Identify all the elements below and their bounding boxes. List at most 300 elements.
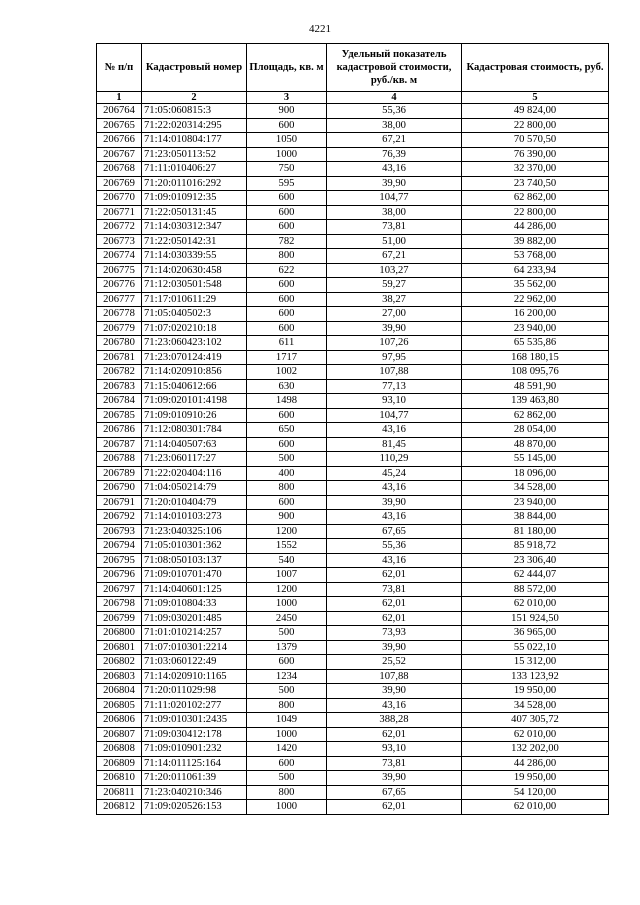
cell-row-number: 206793 [97, 524, 142, 539]
cell-specific-value: 39,90 [327, 495, 462, 510]
cell-cadastral-value: 23 306,40 [462, 553, 609, 568]
table-row [97, 423, 609, 438]
cell-specific-value: 104,77 [327, 408, 462, 423]
table-row [97, 292, 609, 307]
cell-cadastral-value: 34 528,00 [462, 698, 609, 713]
cell-cadastral-number: 71:22:050131:45 [142, 205, 247, 220]
cell-specific-value: 73,93 [327, 626, 462, 641]
table-row [97, 104, 609, 119]
cell-cadastral-value: 22 800,00 [462, 118, 609, 133]
cell-cadastral-number: 71:07:010301:2214 [142, 640, 247, 655]
cell-cadastral-value: 34 528,00 [462, 481, 609, 496]
cell-specific-value: 39,90 [327, 771, 462, 786]
cell-cadastral-value: 55 145,00 [462, 452, 609, 467]
cell-cadastral-value: 62 444,07 [462, 568, 609, 583]
cell-specific-value: 107,88 [327, 669, 462, 684]
table-row [97, 379, 609, 394]
cell-cadastral-number: 71:12:030501:548 [142, 278, 247, 293]
cell-specific-value: 59,27 [327, 278, 462, 293]
cell-specific-value: 103,27 [327, 263, 462, 278]
header-cadastral-value: Кадастровая стоимость, руб. [462, 44, 609, 92]
cell-cadastral-number: 71:09:010912:35 [142, 191, 247, 206]
cell-cadastral-number: 71:11:010406:27 [142, 162, 247, 177]
cell-specific-value: 67,21 [327, 133, 462, 148]
cell-area: 800 [247, 785, 327, 800]
cell-cadastral-number: 71:04:050214:79 [142, 481, 247, 496]
cell-cadastral-value: 53 768,00 [462, 249, 609, 264]
cell-specific-value: 43,16 [327, 481, 462, 496]
cell-area: 600 [247, 756, 327, 771]
cell-specific-value: 62,01 [327, 611, 462, 626]
cell-cadastral-number: 71:09:030201:485 [142, 611, 247, 626]
cell-area: 650 [247, 423, 327, 438]
cell-row-number: 206788 [97, 452, 142, 467]
table-row [97, 394, 609, 409]
cell-area: 1420 [247, 742, 327, 757]
cell-specific-value: 62,01 [327, 727, 462, 742]
cell-cadastral-number: 71:20:011016:292 [142, 176, 247, 191]
cell-cadastral-number: 71:14:010804:177 [142, 133, 247, 148]
cell-specific-value: 62,01 [327, 597, 462, 612]
table-row [97, 756, 609, 771]
table-row [97, 582, 609, 597]
cell-specific-value: 39,90 [327, 640, 462, 655]
cell-row-number: 206767 [97, 147, 142, 162]
cell-cadastral-number: 71:09:010701:470 [142, 568, 247, 583]
table-row [97, 162, 609, 177]
table-row [97, 568, 609, 583]
cell-cadastral-number: 71:05:060815:3 [142, 104, 247, 119]
cell-row-number: 206766 [97, 133, 142, 148]
cell-cadastral-number: 71:09:010804:33 [142, 597, 247, 612]
cell-row-number: 206790 [97, 481, 142, 496]
cell-row-number: 206776 [97, 278, 142, 293]
cell-specific-value: 43,16 [327, 698, 462, 713]
cell-row-number: 206799 [97, 611, 142, 626]
cell-area: 1000 [247, 800, 327, 815]
cell-area: 900 [247, 510, 327, 525]
cell-cadastral-value: 38 844,00 [462, 510, 609, 525]
cell-cadastral-number: 71:20:010404:79 [142, 495, 247, 510]
cell-area: 1200 [247, 524, 327, 539]
cell-cadastral-value: 22 800,00 [462, 205, 609, 220]
cell-specific-value: 81,45 [327, 437, 462, 452]
cell-cadastral-number: 71:14:010103:273 [142, 510, 247, 525]
cell-cadastral-number: 71:14:020630:458 [142, 263, 247, 278]
table-row [97, 510, 609, 525]
cell-cadastral-value: 28 054,00 [462, 423, 609, 438]
table-row [97, 278, 609, 293]
cell-cadastral-number: 71:05:040502:3 [142, 307, 247, 322]
cell-area: 622 [247, 263, 327, 278]
cell-cadastral-number: 71:14:040507:63 [142, 437, 247, 452]
cell-area: 1050 [247, 133, 327, 148]
cell-specific-value: 27,00 [327, 307, 462, 322]
table-body [97, 104, 609, 815]
cell-specific-value: 43,16 [327, 553, 462, 568]
cell-area: 800 [247, 698, 327, 713]
cell-row-number: 206805 [97, 698, 142, 713]
cell-cadastral-number: 71:23:040210:346 [142, 785, 247, 800]
cell-specific-value: 39,90 [327, 684, 462, 699]
cell-specific-value: 73,81 [327, 582, 462, 597]
cell-area: 1552 [247, 539, 327, 554]
cell-row-number: 206782 [97, 365, 142, 380]
cell-cadastral-value: 81 180,00 [462, 524, 609, 539]
cell-row-number: 206800 [97, 626, 142, 641]
cell-area: 595 [247, 176, 327, 191]
cell-row-number: 206770 [97, 191, 142, 206]
cell-row-number: 206783 [97, 379, 142, 394]
cell-specific-value: 55,36 [327, 539, 462, 554]
cell-cadastral-number: 71:14:030312:347 [142, 220, 247, 235]
cell-row-number: 206807 [97, 727, 142, 742]
cell-area: 600 [247, 655, 327, 670]
cell-row-number: 206772 [97, 220, 142, 235]
cell-cadastral-number: 71:14:030339:55 [142, 249, 247, 264]
cell-specific-value: 76,39 [327, 147, 462, 162]
table-row [97, 452, 609, 467]
cell-row-number: 206768 [97, 162, 142, 177]
table-row [97, 698, 609, 713]
cell-specific-value: 104,77 [327, 191, 462, 206]
cell-specific-value: 45,24 [327, 466, 462, 481]
cell-row-number: 206810 [97, 771, 142, 786]
table-row [97, 524, 609, 539]
cell-area: 800 [247, 249, 327, 264]
cell-specific-value: 38,00 [327, 205, 462, 220]
cell-area: 600 [247, 437, 327, 452]
table-row [97, 713, 609, 728]
cell-row-number: 206808 [97, 742, 142, 757]
table-row [97, 771, 609, 786]
cell-cadastral-number: 71:23:050113:52 [142, 147, 247, 162]
cell-row-number: 206775 [97, 263, 142, 278]
cell-cadastral-number: 71:03:060122:49 [142, 655, 247, 670]
cell-area: 600 [247, 278, 327, 293]
cell-cadastral-number: 71:14:020910:856 [142, 365, 247, 380]
cell-specific-value: 67,65 [327, 524, 462, 539]
cell-cadastral-value: 36 965,00 [462, 626, 609, 641]
cell-specific-value: 67,21 [327, 249, 462, 264]
cell-specific-value: 93,10 [327, 742, 462, 757]
table-row [97, 597, 609, 612]
table-row [97, 611, 609, 626]
cell-row-number: 206786 [97, 423, 142, 438]
table-row [97, 655, 609, 670]
cell-row-number: 206773 [97, 234, 142, 249]
cell-specific-value: 51,00 [327, 234, 462, 249]
cell-area: 400 [247, 466, 327, 481]
column-number: 4 [327, 92, 462, 104]
cell-cadastral-number: 71:09:020101:4198 [142, 394, 247, 409]
cell-specific-value: 38,27 [327, 292, 462, 307]
table-row [97, 350, 609, 365]
table-row [97, 307, 609, 322]
cell-specific-value: 67,65 [327, 785, 462, 800]
cell-specific-value: 73,81 [327, 220, 462, 235]
table-row [97, 437, 609, 452]
cell-cadastral-value: 16 200,00 [462, 307, 609, 322]
cell-cadastral-number: 71:08:050103:137 [142, 553, 247, 568]
table-row [97, 191, 609, 206]
table-row [97, 495, 609, 510]
cell-area: 1498 [247, 394, 327, 409]
cell-row-number: 206791 [97, 495, 142, 510]
table-row [97, 785, 609, 800]
cell-cadastral-value: 139 463,80 [462, 394, 609, 409]
cell-cadastral-value: 76 390,00 [462, 147, 609, 162]
cell-area: 600 [247, 307, 327, 322]
column-number: 3 [247, 92, 327, 104]
cell-area: 600 [247, 191, 327, 206]
header-cadastral-number: Кадастровый номер [142, 44, 247, 92]
cell-cadastral-number: 71:05:010301:362 [142, 539, 247, 554]
cell-area: 1717 [247, 350, 327, 365]
cell-row-number: 206774 [97, 249, 142, 264]
cell-cadastral-number: 71:09:010910:26 [142, 408, 247, 423]
cell-area: 1234 [247, 669, 327, 684]
cell-area: 600 [247, 292, 327, 307]
cell-specific-value: 107,26 [327, 336, 462, 351]
cell-cadastral-value: 18 096,00 [462, 466, 609, 481]
cell-area: 500 [247, 771, 327, 786]
cell-cadastral-value: 133 123,92 [462, 669, 609, 684]
cell-specific-value: 38,00 [327, 118, 462, 133]
header-specific-value: Удельный показатель кадастровой стоимости, руб./кв. м [327, 44, 462, 92]
cell-row-number: 206765 [97, 118, 142, 133]
cell-cadastral-number: 71:11:020102:277 [142, 698, 247, 713]
cell-specific-value: 62,01 [327, 800, 462, 815]
table-row [97, 669, 609, 684]
table-row [97, 684, 609, 699]
cell-area: 1002 [247, 365, 327, 380]
cell-area: 611 [247, 336, 327, 351]
table-row [97, 176, 609, 191]
cell-specific-value: 62,01 [327, 568, 462, 583]
table-row [97, 539, 609, 554]
cell-cadastral-number: 71:01:010214:257 [142, 626, 247, 641]
cell-cadastral-value: 108 095,76 [462, 365, 609, 380]
cell-area: 800 [247, 481, 327, 496]
cell-row-number: 206784 [97, 394, 142, 409]
table-row [97, 553, 609, 568]
table-row [97, 205, 609, 220]
cell-cadastral-number: 71:22:020314:295 [142, 118, 247, 133]
cell-cadastral-number: 71:14:011125:164 [142, 756, 247, 771]
table-row [97, 336, 609, 351]
cell-row-number: 206779 [97, 321, 142, 336]
cell-cadastral-value: 23 940,00 [462, 495, 609, 510]
table-header [97, 44, 609, 104]
cell-cadastral-value: 44 286,00 [462, 756, 609, 771]
cell-cadastral-value: 54 120,00 [462, 785, 609, 800]
cell-cadastral-value: 23 740,50 [462, 176, 609, 191]
cell-specific-value: 43,16 [327, 423, 462, 438]
cell-area: 1200 [247, 582, 327, 597]
cell-cadastral-value: 48 591,90 [462, 379, 609, 394]
page-number: 4221 [309, 23, 331, 35]
cell-row-number: 206785 [97, 408, 142, 423]
cell-area: 1007 [247, 568, 327, 583]
cell-row-number: 206777 [97, 292, 142, 307]
cell-cadastral-number: 71:12:080301:784 [142, 423, 247, 438]
cell-cadastral-number: 71:23:060423:102 [142, 336, 247, 351]
cell-area: 500 [247, 684, 327, 699]
cell-cadastral-number: 71:20:011061:39 [142, 771, 247, 786]
cell-cadastral-value: 35 562,00 [462, 278, 609, 293]
cell-area: 600 [247, 408, 327, 423]
cell-cadastral-value: 22 962,00 [462, 292, 609, 307]
cell-area: 782 [247, 234, 327, 249]
cell-row-number: 206796 [97, 568, 142, 583]
cell-row-number: 206771 [97, 205, 142, 220]
column-number: 1 [97, 92, 142, 104]
cell-area: 1049 [247, 713, 327, 728]
table-row [97, 640, 609, 655]
cell-area: 1000 [247, 727, 327, 742]
cell-specific-value: 39,90 [327, 321, 462, 336]
cell-cadastral-number: 71:15:040612:66 [142, 379, 247, 394]
table-row [97, 118, 609, 133]
cell-cadastral-value: 62 010,00 [462, 597, 609, 612]
cell-row-number: 206811 [97, 785, 142, 800]
cell-cadastral-value: 49 824,00 [462, 104, 609, 119]
cell-cadastral-number: 71:23:060117:27 [142, 452, 247, 467]
cell-cadastral-number: 71:23:070124:419 [142, 350, 247, 365]
table-row [97, 727, 609, 742]
cell-cadastral-number: 71:07:020210:18 [142, 321, 247, 336]
cell-area: 1379 [247, 640, 327, 655]
cell-row-number: 206801 [97, 640, 142, 655]
cell-row-number: 206802 [97, 655, 142, 670]
cell-row-number: 206764 [97, 104, 142, 119]
cell-row-number: 206789 [97, 466, 142, 481]
cell-row-number: 206792 [97, 510, 142, 525]
cell-cadastral-value: 65 535,86 [462, 336, 609, 351]
cell-cadastral-number: 71:17:010611:29 [142, 292, 247, 307]
cell-cadastral-value: 168 180,15 [462, 350, 609, 365]
cell-area: 900 [247, 104, 327, 119]
cell-row-number: 206804 [97, 684, 142, 699]
cell-cadastral-number: 71:22:050142:31 [142, 234, 247, 249]
cell-row-number: 206803 [97, 669, 142, 684]
cell-specific-value: 55,36 [327, 104, 462, 119]
table-row [97, 263, 609, 278]
cell-area: 630 [247, 379, 327, 394]
cell-cadastral-value: 62 010,00 [462, 800, 609, 815]
table-row [97, 466, 609, 481]
cell-cadastral-number: 71:22:020404:116 [142, 466, 247, 481]
cell-specific-value: 97,95 [327, 350, 462, 365]
header-area: Площадь, кв. м [247, 44, 327, 92]
cell-cadastral-number: 71:09:020526:153 [142, 800, 247, 815]
cell-cadastral-value: 85 918,72 [462, 539, 609, 554]
cell-area: 2450 [247, 611, 327, 626]
table-row [97, 800, 609, 815]
table-row [97, 408, 609, 423]
cell-cadastral-value: 151 924,50 [462, 611, 609, 626]
cadastral-value-table [96, 43, 609, 815]
cell-area: 600 [247, 321, 327, 336]
table-row [97, 321, 609, 336]
cell-row-number: 206812 [97, 800, 142, 815]
cell-cadastral-value: 64 233,94 [462, 263, 609, 278]
cell-cadastral-value: 55 022,10 [462, 640, 609, 655]
cell-row-number: 206795 [97, 553, 142, 568]
cell-row-number: 206806 [97, 713, 142, 728]
cell-specific-value: 93,10 [327, 394, 462, 409]
cell-area: 600 [247, 205, 327, 220]
cell-row-number: 206794 [97, 539, 142, 554]
cell-cadastral-value: 62 862,00 [462, 408, 609, 423]
table-row [97, 234, 609, 249]
cell-row-number: 206809 [97, 756, 142, 771]
cell-cadastral-value: 23 940,00 [462, 321, 609, 336]
cell-row-number: 206797 [97, 582, 142, 597]
cell-cadastral-value: 70 570,50 [462, 133, 609, 148]
cell-cadastral-value: 39 882,00 [462, 234, 609, 249]
cell-cadastral-value: 132 202,00 [462, 742, 609, 757]
cell-cadastral-value: 19 950,00 [462, 771, 609, 786]
cell-cadastral-number: 71:20:011029:98 [142, 684, 247, 699]
cell-cadastral-number: 71:09:030412:178 [142, 727, 247, 742]
table-row [97, 220, 609, 235]
cell-specific-value: 43,16 [327, 162, 462, 177]
cell-row-number: 206780 [97, 336, 142, 351]
cell-cadastral-number: 71:09:010301:2435 [142, 713, 247, 728]
cell-specific-value: 107,88 [327, 365, 462, 380]
cell-cadastral-value: 62 862,00 [462, 191, 609, 206]
header-row-number: № п/п [97, 44, 142, 92]
cell-area: 500 [247, 452, 327, 467]
cell-row-number: 206781 [97, 350, 142, 365]
cell-cadastral-value: 15 312,00 [462, 655, 609, 670]
cell-cadastral-number: 71:09:010901:232 [142, 742, 247, 757]
cell-cadastral-value: 44 286,00 [462, 220, 609, 235]
cell-specific-value: 43,16 [327, 510, 462, 525]
cell-cadastral-number: 71:23:040325:106 [142, 524, 247, 539]
table-row [97, 742, 609, 757]
cell-cadastral-number: 71:14:040601:125 [142, 582, 247, 597]
cell-row-number: 206778 [97, 307, 142, 322]
cell-specific-value: 110,29 [327, 452, 462, 467]
cell-area: 1000 [247, 597, 327, 612]
cell-cadastral-value: 32 370,00 [462, 162, 609, 177]
cell-area: 750 [247, 162, 327, 177]
cell-area: 600 [247, 118, 327, 133]
cell-specific-value: 73,81 [327, 756, 462, 771]
cell-specific-value: 39,90 [327, 176, 462, 191]
table-row [97, 147, 609, 162]
column-number: 5 [462, 92, 609, 104]
table-row [97, 133, 609, 148]
cell-area: 600 [247, 220, 327, 235]
table-row [97, 365, 609, 380]
cell-specific-value: 388,28 [327, 713, 462, 728]
cell-cadastral-value: 19 950,00 [462, 684, 609, 699]
cell-area: 600 [247, 495, 327, 510]
cell-area: 500 [247, 626, 327, 641]
header-row [97, 44, 609, 92]
cell-cadastral-value: 88 572,00 [462, 582, 609, 597]
cell-cadastral-value: 407 305,72 [462, 713, 609, 728]
cell-cadastral-value: 48 870,00 [462, 437, 609, 452]
cell-row-number: 206798 [97, 597, 142, 612]
table-row [97, 481, 609, 496]
cell-specific-value: 25,52 [327, 655, 462, 670]
cell-area: 540 [247, 553, 327, 568]
